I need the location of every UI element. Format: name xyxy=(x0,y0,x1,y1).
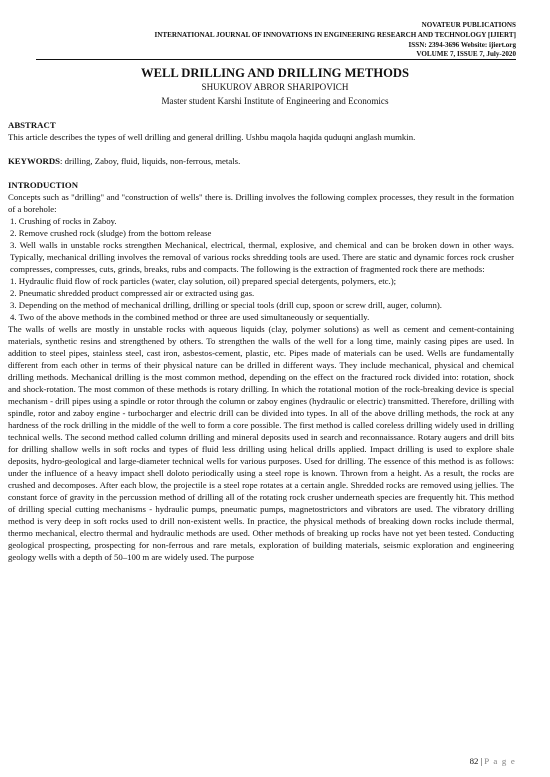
journal-name: INTERNATIONAL JOURNAL OF INNOVATIONS IN ENGINEERING RESEARCH AND TECHNOLOGY [IJIERT] xyxy=(154,31,516,39)
list-item: 1. Hydraulic fluid flow of rock particles (water, clay solution, oil) prepared special detergents, polymers, etc.); xyxy=(10,276,397,286)
keywords-label: KEYWORDS xyxy=(8,156,61,166)
abstract-heading: ABSTRACT xyxy=(8,120,56,130)
intro-paragraph-2: The walls of wells are mostly in unstable rocks with aqueous liquids (clay, polymer solutions) as well as cement and cement-containing materials, synthetic resins and strengthened by others. To strengthen the walls of the well for a long time, mainly casing pipes are used. In addition to steel pipes, stainless steel, cast iron, asbestos-cement, plastic, etc. Pipes made of materials can be used. Wells are fundamentally different from each other in terms of their physical nature can be drilled in different ways. They include mechanical, physical and chemical drilling methods. Mechanical drilling is the most common method, depending on the effect on the fractured rock divided into: rotation, shock and shock-rotation. The most common of these methods is rotary drilling. In which the rotational motion of the rock-breaking device is special mechanism - drill pipes using a spindle or rotor through the column or zaboy engines (hydraulic or electric) transmitted. Therefore, drilling with spindle, rotor and zaboy engine - turbocharger and electric drill can be divided into types. In all of the above drilling methods, the rock at any hardness of the rock drilling in the middle of the well to form a core possible. The first method is called coreless drilling widely used in drilling technical wells. The second method called column drilling and mineral deposits used in search and reconnaissance. Rotary augers and drill bits for drilling shallow wells in soft rocks and types of fluid less drilling using helical drills applied. Impact drilling is used to explore shale deposits, hydro-geological and large-diameter technical wells for various purposes. Used for drilling. The essence of this method is as follows: under the influence of a heavy impact shell doloto periodically using a steel rope is known. Thrown from a height. As a result, the rocks are crushed and decomposes. After each blow, the projectile is a steel rope rotates at a certain angle. Shredded rocks are removed using jellies. The constant force of gravity in the percussion method of drilling all of the rotating rock crusher underneath species are frequently hit. This method of drilling special cutting mechanisms - hydraulic pumps, pneumatic pumps, magnetostrictors and vibrators are used. The vibratory drilling method is very deep in soft rocks used to drill non-existent wells. In practice, the physical methods of breaking down rocks include thermal, thermo mechanical, electro thermal and hydraulic methods are used. Other methods of breaking up rocks have not yet been tested. Conducting geological prospecting, prospecting for non-ferrous and rare metals, exploration of building materials, seismic exploration and engineering geology wells with a depth of 50–100 m are widely used. The purpose xyxy=(8,324,514,562)
author-affiliation: Master student Karshi Institute of Engineering and Economics xyxy=(161,96,389,106)
author-name: SHUKUROV ABROR SHARIPOVICH xyxy=(201,82,349,92)
volume-issue: VOLUME 7, ISSUE 7, July-2020 xyxy=(416,50,516,58)
footer-separator: | xyxy=(480,756,483,766)
header-divider xyxy=(36,59,516,60)
list-item: 3. Well walls in unstable rocks strengthen Mechanical, electrical, thermal, explosive, and chemical and can be broken down in other ways. Typically, mechanical drilling involves the removal of various rocks shredding tools are used. There are static and dynamic forces rock crusher compresses, compresses, cuts, grinds, breaks, rubs and compacts. The following is the extraction of fragmented rock there are methods: xyxy=(10,240,514,274)
keywords-line xyxy=(8,155,514,167)
list-item: 3. Depending on the method of mechanical drilling, drilling or special tools (drill cup, spoon or screw drill, auger, column). xyxy=(10,300,442,310)
page-word: P a g e xyxy=(484,756,516,766)
list-item: 1. Crushing of rocks in Zaboy. xyxy=(10,216,117,226)
paper-title: WELL DRILLING AND DRILLING METHODS xyxy=(140,66,410,80)
publisher-name: NOVATEUR PUBLICATIONS xyxy=(421,21,516,29)
paper-body xyxy=(8,119,514,563)
issn-website: ISSN: 2394-3696 Website: ijiert.org xyxy=(408,41,516,49)
list-item: 2. Pneumatic shredded product compressed air or extracted using gas. xyxy=(10,288,255,298)
list-item: 4. Two of the above methods in the combined method or three are used simultaneously or sequentially. xyxy=(10,312,370,322)
abstract-text: This article describes the types of well drilling and general drilling. Ushbu maqola haqida quduqni anglash mumkin. xyxy=(8,132,416,142)
intro-paragraph-1: Concepts such as "drilling" and "construction of wells" there is. Drilling involves the following complex processes, they result in the formation of a borehole: xyxy=(8,192,514,214)
page-footer xyxy=(470,756,516,766)
keywords-text: : drilling, Zaboy, fluid, liquids, non-ferrous, metals. xyxy=(60,156,241,166)
list-item: 2. Remove crushed rock (sludge) from the bottom release xyxy=(10,228,212,238)
introduction-heading: INTRODUCTION xyxy=(8,180,79,190)
page-number: 82 xyxy=(469,756,479,766)
